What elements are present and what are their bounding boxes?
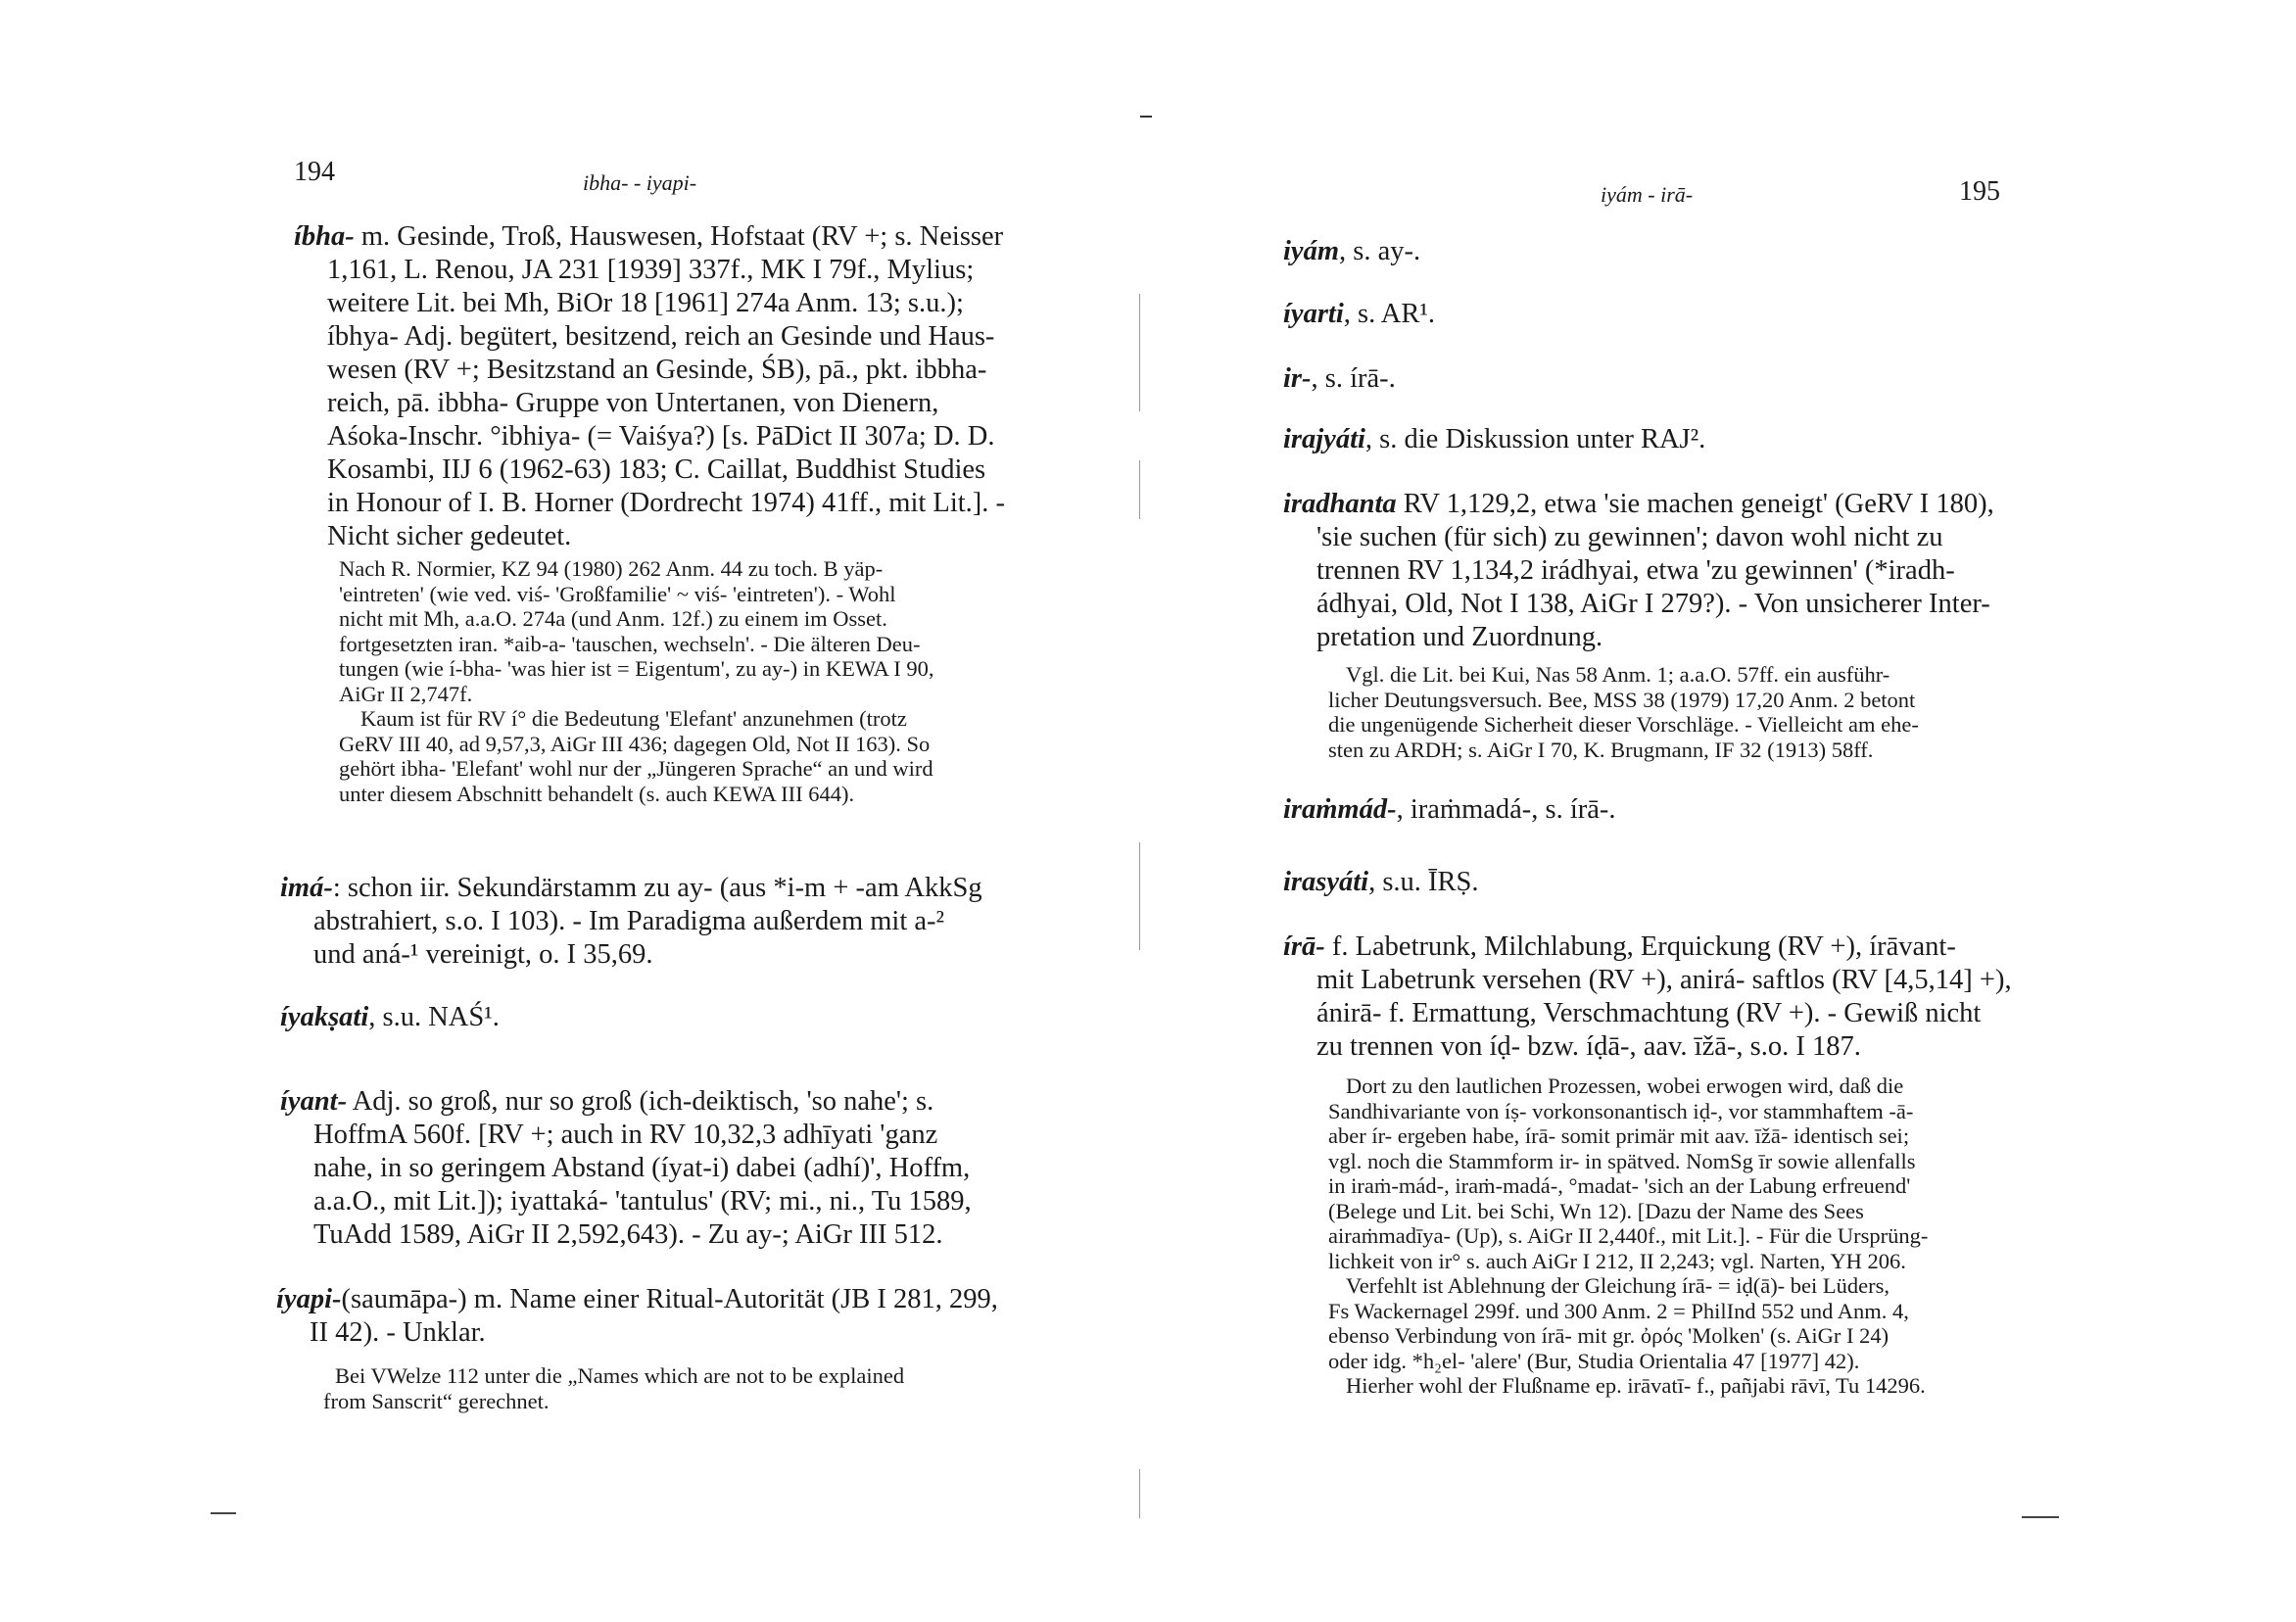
footnote: Vgl. die Lit. bei Kui, Nas 58 Anm. 1; a.a.O. 57ff. ein ausführ- licher Deutungsversuch. Bee, MSS 38 (1979) 17,20 Anm. 2 betont die ungenügende Sicherheit dieser Vorschläge. - Vielleicht am ehe- sten zu ARDH; s. AiGr I 70, K. Brugmann, IF 32 (1913) 58ff.: [1328, 662, 1919, 762]
scan-mark: [1140, 116, 1152, 118]
headword: íyarti: [1283, 299, 1344, 329]
margin-mark: [2022, 1516, 2059, 1518]
dictionary-entry: irasyáti, s.u. ĪRṢ.: [1283, 867, 1479, 897]
dictionary-entry: iyám, s. ay-.: [1283, 236, 1421, 266]
right-page: [1148, 0, 2296, 1622]
headword: íyakṣati: [280, 1002, 369, 1032]
headword: irajyáti: [1283, 424, 1365, 454]
dictionary-entry: íyarti, s. AR¹.: [1283, 299, 1436, 329]
headword: ir-: [1283, 363, 1312, 394]
footnote: Dort zu den lautlichen Prozessen, wobei erwogen wird, daß die Sandhivariante von íṣ- vorkonsonantisch iḍ-, vor stammhaftem -ā- aber ír- ergeben habe, írā- somit primär mit aav. īžā- identisch sei; vgl. noch die Stammform ir- in spätved. NomSg īr sowie allenfalls in iraṁ-mád-, iraṁ-madá-, °madat- 'sich an der Labung erfreuend' (Belege und Lit. bei Schi, Wn 12). [Dazu der Name des Sees airaṁmadīya- (Up), s. AiGr II 2,440f., mit Lit.]. - Für die Ursprüng- lichkeit von ir° s. auch AiGr I 212, II 2,243; vgl. Narten, YH 206. Verfehlt ist Ablehnung der Gleichung írā- = iḍ(ā)- bei Lüders, Fs Wackernagel 299f. und 300 Anm. 2 = PhilInd 552 und Anm. 4, ebenso Verbindung von írā- mit gr. ὀρός 'Molken' (s. AiGr I 24) oder idg. *h₂el- 'alere' (Bur, Studia Orientalia 47 [1977] 42). Hierher wohl der Flußname ep. irāvatī- f., pañjabi rāvī, Tu 14296.: [1328, 1073, 1929, 1398]
headword: irasyáti: [1283, 867, 1369, 897]
dictionary-entry: íyant- Adj. so groß, nur so groß (ich-deiktisch, 'so nahe'; s. HoffmA 560f. [RV +; auch in RV 10,32,3 adhīyati 'ganz nahe, in so geringem Abstand (íyat-i) dabei (adhí)', Hoffm, a.a.O., mit Lit.]); iyattaká- 'tantulus' (RV; mi., ni., Tu 1589, TuAdd 1589, AiGr II 2,592,643). - Zu ay-; AiGr III 512.: [280, 1086, 972, 1250]
running-head: ibha- - iyapi-: [583, 170, 697, 195]
gutter-line: [1139, 294, 1140, 411]
gutter-line: [1139, 842, 1140, 950]
headword: iraṁmád-: [1283, 794, 1397, 825]
headword: imá-: [280, 873, 333, 903]
margin-mark: [211, 1512, 236, 1514]
page-number: 195: [1959, 176, 2000, 207]
footnote: Nach R. Normier, KZ 94 (1980) 262 Anm. 44 zu toch. B yäp- 'eintreten' (wie ved. viś- 'Großfamilie' ~ viś- 'eintreten'). - Wohl nicht mit Mh, a.a.O. 274a (und Anm. 12f.) zu einem im Osset. fortgesetzten iran. *aib-a- 'tauschen, wechseln'. - Die älteren Deu- tungen (wie í-bha- 'was hier ist = Eigentum', zu ay-) in KEWA I 90, AiGr II 2,747f. Kaum ist für RV í° die Bedeutung 'Elefant' anzunehmen (trotz GeRV III 40, ad 9,57,3, AiGr III 436; dagegen Old, Not II 163). So gehört ibha- 'Elefant' wohl nur der „Jüngeren Sprache“ an und wird unter diesem Abschnitt behandelt (s. auch KEWA III 644).: [339, 556, 934, 806]
headword: iyám: [1283, 236, 1339, 266]
running-head: iyám - irā-: [1601, 182, 1694, 207]
gutter-line: [1139, 460, 1140, 519]
headword: íbha-: [294, 221, 355, 252]
dictionary-entry: imá-: schon iir. Sekundärstamm zu ay- (aus *i-m + -am AkkSg abstrahiert, s.o. I 103). - Im Paradigma außerdem mit a-² und aná-¹ vereinigt, o. I 35,69.: [280, 873, 982, 970]
headword: írā-: [1283, 931, 1325, 962]
page-number: 194: [294, 157, 335, 187]
dictionary-entry: íbha- m. Gesinde, Troß, Hauswesen, Hofstaat (RV +; s. Neisser 1,161, L. Renou, JA 231 [1939] 337f., MK I 79f., Mylius; weitere Lit. bei Mh, BiOr 18 [1961] 274a Anm. 13; s.u.); íbhya- Adj. begütert, besitzend, reich an Gesinde und Haus- wesen (RV +; Besitzstand an Gesinde, ŚB), pā., pkt. ibbha- reich, pā. ibbha- Gruppe von Untertanen, von Dienern, Aśoka-Inschr. °ibhiya- (= Vaiśya?) [s. PāDict II 307a; D. D. Kosambi, IIJ 6 (1962-63) 183; C. Caillat, Buddhist Studies in Honour of I. B. Horner (Dordrecht 1974) 41ff., mit Lit.]. - Nicht sicher gedeutet.: [294, 221, 1006, 551]
dictionary-entry: íyakṣati, s.u. NAŚ¹.: [280, 1002, 500, 1032]
footnote: Bei VWelze 112 unter die „Names which are not to be explained from Sanscrit“ gerechnet.: [323, 1363, 905, 1413]
dictionary-entry: iradhanta RV 1,129,2, etwa 'sie machen geneigt' (GeRV I 180), 'sie suchen (für sich) zu gewinnen'; davon wohl nicht zu trennen RV 1,134,2 irádhyai, etwa 'zu gewinnen' (*iradh- ádhyai, Old, Not I 138, AiGr I 279?). - Von unsicherer Inter- pretation und Zuordnung.: [1283, 489, 1994, 652]
dictionary-entry: iraṁmád-, iraṁmadá-, s. írā-.: [1283, 794, 1616, 825]
headword: íyapi-: [276, 1284, 342, 1314]
gutter-line: [1139, 1469, 1140, 1518]
dictionary-entry: íyapi-(saumāpa-) m. Name einer Ritual-Autorität (JB I 281, 299, II 42). - Unklar.: [276, 1284, 998, 1348]
dictionary-entry: irajyáti, s. die Diskussion unter RAJ².: [1283, 424, 1706, 454]
dictionary-entry: írā- f. Labetrunk, Milchlabung, Erquickung (RV +), írāvant- mit Labetrunk versehen (RV +), anirá- saftlos (RV [4,5,14] +), ánirā- f. Ermattung, Verschmachtung (RV +). - Gewiß nicht zu trennen von íḍ- bzw. íḍā-, aav. īžā-, s.o. I 187.: [1283, 931, 2012, 1062]
dictionary-entry: ir-, s. írā-.: [1283, 363, 1396, 394]
headword: íyant-: [280, 1086, 348, 1117]
headword: iradhanta: [1283, 489, 1397, 519]
